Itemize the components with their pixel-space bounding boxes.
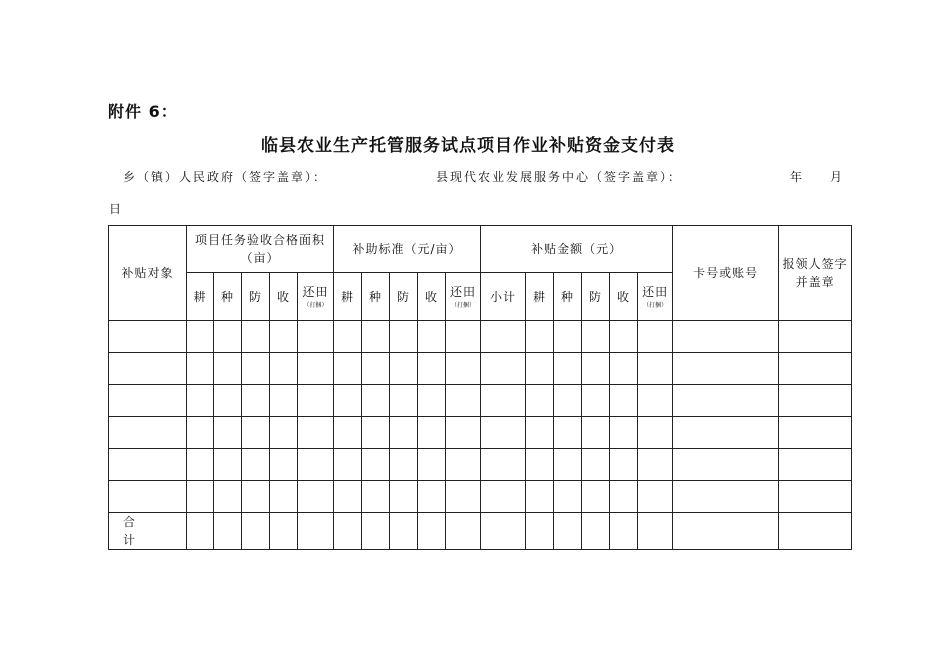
table-cell[interactable] <box>554 353 582 385</box>
table-cell[interactable] <box>481 321 526 353</box>
table-cell[interactable] <box>481 481 526 513</box>
total-cell[interactable] <box>298 513 334 550</box>
table-cell[interactable] <box>582 417 610 449</box>
table-cell[interactable] <box>334 321 362 353</box>
table-cell[interactable] <box>638 417 673 449</box>
table-cell[interactable] <box>109 417 187 449</box>
table-cell[interactable] <box>418 385 446 417</box>
table-cell[interactable] <box>610 417 638 449</box>
table-cell[interactable] <box>298 481 334 513</box>
table-cell[interactable] <box>554 481 582 513</box>
table-cell[interactable] <box>270 481 298 513</box>
table-cell[interactable] <box>362 417 390 449</box>
amount-harvest: 收 <box>610 273 638 321</box>
table-cell[interactable] <box>582 385 610 417</box>
table-cell[interactable] <box>779 385 852 417</box>
table-cell[interactable] <box>779 321 852 353</box>
table-cell[interactable] <box>446 321 481 353</box>
table-cell[interactable] <box>390 385 418 417</box>
table-cell[interactable] <box>242 481 270 513</box>
table-row <box>109 321 852 353</box>
table-row <box>109 353 852 385</box>
total-cell[interactable] <box>554 513 582 550</box>
total-cell[interactable] <box>481 513 526 550</box>
table-cell[interactable] <box>526 449 554 481</box>
table-cell[interactable] <box>390 353 418 385</box>
table-cell[interactable] <box>582 481 610 513</box>
table-cell[interactable] <box>390 481 418 513</box>
standard-plow: 耕 <box>334 273 362 321</box>
amount-protect: 防 <box>582 273 610 321</box>
table-cell[interactable] <box>526 481 554 513</box>
total-cell[interactable] <box>638 513 673 550</box>
table-cell[interactable] <box>334 449 362 481</box>
amount-sow: 种 <box>554 273 582 321</box>
table-cell[interactable] <box>109 449 187 481</box>
table-cell[interactable] <box>187 417 214 449</box>
table-cell[interactable] <box>270 417 298 449</box>
page-title: 临县农业生产托管服务试点项目作业补贴资金支付表 <box>261 136 675 156</box>
table-cell[interactable] <box>390 321 418 353</box>
table-cell[interactable] <box>526 385 554 417</box>
table-cell[interactable] <box>109 353 187 385</box>
day-label: 日 <box>109 202 122 216</box>
table-cell[interactable] <box>109 481 187 513</box>
subsidy-payment-table <box>108 225 852 550</box>
table-cell[interactable] <box>187 385 214 417</box>
table-cell[interactable] <box>446 481 481 513</box>
total-cell[interactable] <box>187 513 214 550</box>
amount-return-field <box>638 273 673 321</box>
table-cell[interactable] <box>582 321 610 353</box>
table-cell[interactable] <box>298 385 334 417</box>
table-cell[interactable] <box>554 385 582 417</box>
table-cell[interactable] <box>554 449 582 481</box>
table-cell[interactable] <box>610 385 638 417</box>
table-cell[interactable] <box>362 481 390 513</box>
table-cell[interactable] <box>638 449 673 481</box>
table-cell[interactable] <box>270 449 298 481</box>
table-cell[interactable] <box>214 353 242 385</box>
table-cell[interactable] <box>554 417 582 449</box>
table-cell[interactable] <box>109 385 187 417</box>
table-cell[interactable] <box>673 321 779 353</box>
standard-sow: 种 <box>362 273 390 321</box>
table-cell[interactable] <box>779 353 852 385</box>
table-cell[interactable] <box>446 353 481 385</box>
table-cell[interactable] <box>214 321 242 353</box>
table-cell[interactable] <box>446 385 481 417</box>
table-cell[interactable] <box>779 449 852 481</box>
annex-label: 附件 6： <box>108 102 178 121</box>
table-cell[interactable] <box>418 449 446 481</box>
month-label: 月 <box>830 170 845 184</box>
table-cell[interactable] <box>390 449 418 481</box>
table-cell[interactable] <box>362 353 390 385</box>
table-cell[interactable] <box>334 385 362 417</box>
header-card-number: 卡号或账号 <box>673 226 779 321</box>
total-cell[interactable] <box>270 513 298 550</box>
total-cell[interactable] <box>610 513 638 550</box>
table-cell[interactable] <box>109 321 187 353</box>
table-cell[interactable] <box>418 353 446 385</box>
area-harvest: 收 <box>270 273 298 321</box>
table-cell[interactable] <box>610 321 638 353</box>
table-cell[interactable] <box>390 417 418 449</box>
table-cell[interactable] <box>638 353 673 385</box>
table-cell[interactable] <box>187 321 214 353</box>
return-field-label: 还田 <box>302 285 329 299</box>
table-cell[interactable] <box>187 353 214 385</box>
table-cell[interactable] <box>298 321 334 353</box>
bale-note: （打捆） <box>451 302 476 309</box>
total-label: 合 计 <box>109 513 187 550</box>
total-cell[interactable] <box>418 513 446 550</box>
table-cell[interactable] <box>187 481 214 513</box>
table-cell[interactable] <box>362 321 390 353</box>
table-cell[interactable] <box>214 481 242 513</box>
table-cell[interactable] <box>418 481 446 513</box>
table-cell[interactable] <box>242 321 270 353</box>
township-signature-label: 乡（镇）人民政府（签字盖章）： <box>123 170 328 184</box>
standard-return-field <box>446 273 481 321</box>
amount-subtotal: 小计 <box>481 273 526 321</box>
table-cell[interactable] <box>334 417 362 449</box>
header-subsidy-object: 补贴对象 <box>109 226 187 321</box>
header-accepted-area: 项目任务验收合格面积（亩） <box>187 226 334 273</box>
table-row <box>109 449 852 481</box>
table-cell[interactable] <box>481 449 526 481</box>
table-cell[interactable] <box>270 321 298 353</box>
table-cell[interactable] <box>610 353 638 385</box>
table-cell[interactable] <box>298 449 334 481</box>
table-cell[interactable] <box>673 353 779 385</box>
table-cell[interactable] <box>362 385 390 417</box>
total-cell[interactable] <box>673 513 779 550</box>
header-subsidy-amount: 补贴金额（元） <box>481 226 673 273</box>
table-cell[interactable] <box>187 449 214 481</box>
table-cell[interactable] <box>526 353 554 385</box>
table-cell[interactable] <box>418 321 446 353</box>
total-cell[interactable] <box>446 513 481 550</box>
center-signature-label: 县现代农业发展服务中心（签字盖章）： <box>436 170 683 184</box>
area-protect: 防 <box>242 273 270 321</box>
area-return-field <box>298 273 334 321</box>
year-label: 年 <box>790 170 805 184</box>
table-cell[interactable] <box>610 481 638 513</box>
table-cell[interactable] <box>446 417 481 449</box>
table-cell[interactable] <box>779 481 852 513</box>
table-row <box>109 481 852 513</box>
table-cell[interactable] <box>242 385 270 417</box>
amount-plow: 耕 <box>526 273 554 321</box>
table-row <box>109 417 852 449</box>
total-cell[interactable] <box>779 513 852 550</box>
total-cell[interactable] <box>242 513 270 550</box>
return-field-label: 还田 <box>450 285 477 299</box>
table-cell[interactable] <box>673 449 779 481</box>
table-cell[interactable] <box>582 449 610 481</box>
table-cell[interactable] <box>779 417 852 449</box>
area-sow: 种 <box>214 273 242 321</box>
table-cell[interactable] <box>638 481 673 513</box>
standard-protect: 防 <box>390 273 418 321</box>
table-cell[interactable] <box>481 385 526 417</box>
bale-note: （打捆） <box>643 302 668 309</box>
table-cell[interactable] <box>610 449 638 481</box>
table-cell[interactable] <box>214 449 242 481</box>
area-plow: 耕 <box>187 273 214 321</box>
table-cell[interactable] <box>638 385 673 417</box>
table-cell[interactable] <box>526 417 554 449</box>
header-subsidy-standard: 补助标准（元/亩） <box>334 226 481 273</box>
table-cell[interactable] <box>582 353 610 385</box>
table-cell[interactable] <box>673 481 779 513</box>
table-cell[interactable] <box>298 417 334 449</box>
return-field-label: 还田 <box>642 285 669 299</box>
table-cell[interactable] <box>242 353 270 385</box>
standard-harvest: 收 <box>418 273 446 321</box>
table-cell[interactable] <box>673 417 779 449</box>
table-cell[interactable] <box>214 417 242 449</box>
table-cell[interactable] <box>481 417 526 449</box>
table-cell[interactable] <box>214 385 242 417</box>
table-cell[interactable] <box>481 353 526 385</box>
total-cell[interactable] <box>362 513 390 550</box>
table-cell[interactable] <box>526 321 554 353</box>
table-cell[interactable] <box>334 353 362 385</box>
table-cell[interactable] <box>298 353 334 385</box>
table-cell[interactable] <box>270 385 298 417</box>
table-cell[interactable] <box>270 353 298 385</box>
total-cell[interactable] <box>390 513 418 550</box>
bale-note: （打捆） <box>303 302 328 309</box>
table-cell[interactable] <box>362 449 390 481</box>
table-cell[interactable] <box>418 417 446 449</box>
table-cell[interactable] <box>242 417 270 449</box>
total-cell[interactable] <box>582 513 610 550</box>
table-cell[interactable] <box>554 321 582 353</box>
total-cell[interactable] <box>526 513 554 550</box>
total-cell[interactable] <box>334 513 362 550</box>
table-cell[interactable] <box>242 449 270 481</box>
table-cell[interactable] <box>638 321 673 353</box>
header-recipient-signature: 报领人签字并盖章 <box>779 226 852 321</box>
table-cell[interactable] <box>673 385 779 417</box>
table-cell[interactable] <box>334 481 362 513</box>
table-cell[interactable] <box>446 449 481 481</box>
table-row-total <box>109 513 852 550</box>
total-cell[interactable] <box>214 513 242 550</box>
table-row <box>109 385 852 417</box>
